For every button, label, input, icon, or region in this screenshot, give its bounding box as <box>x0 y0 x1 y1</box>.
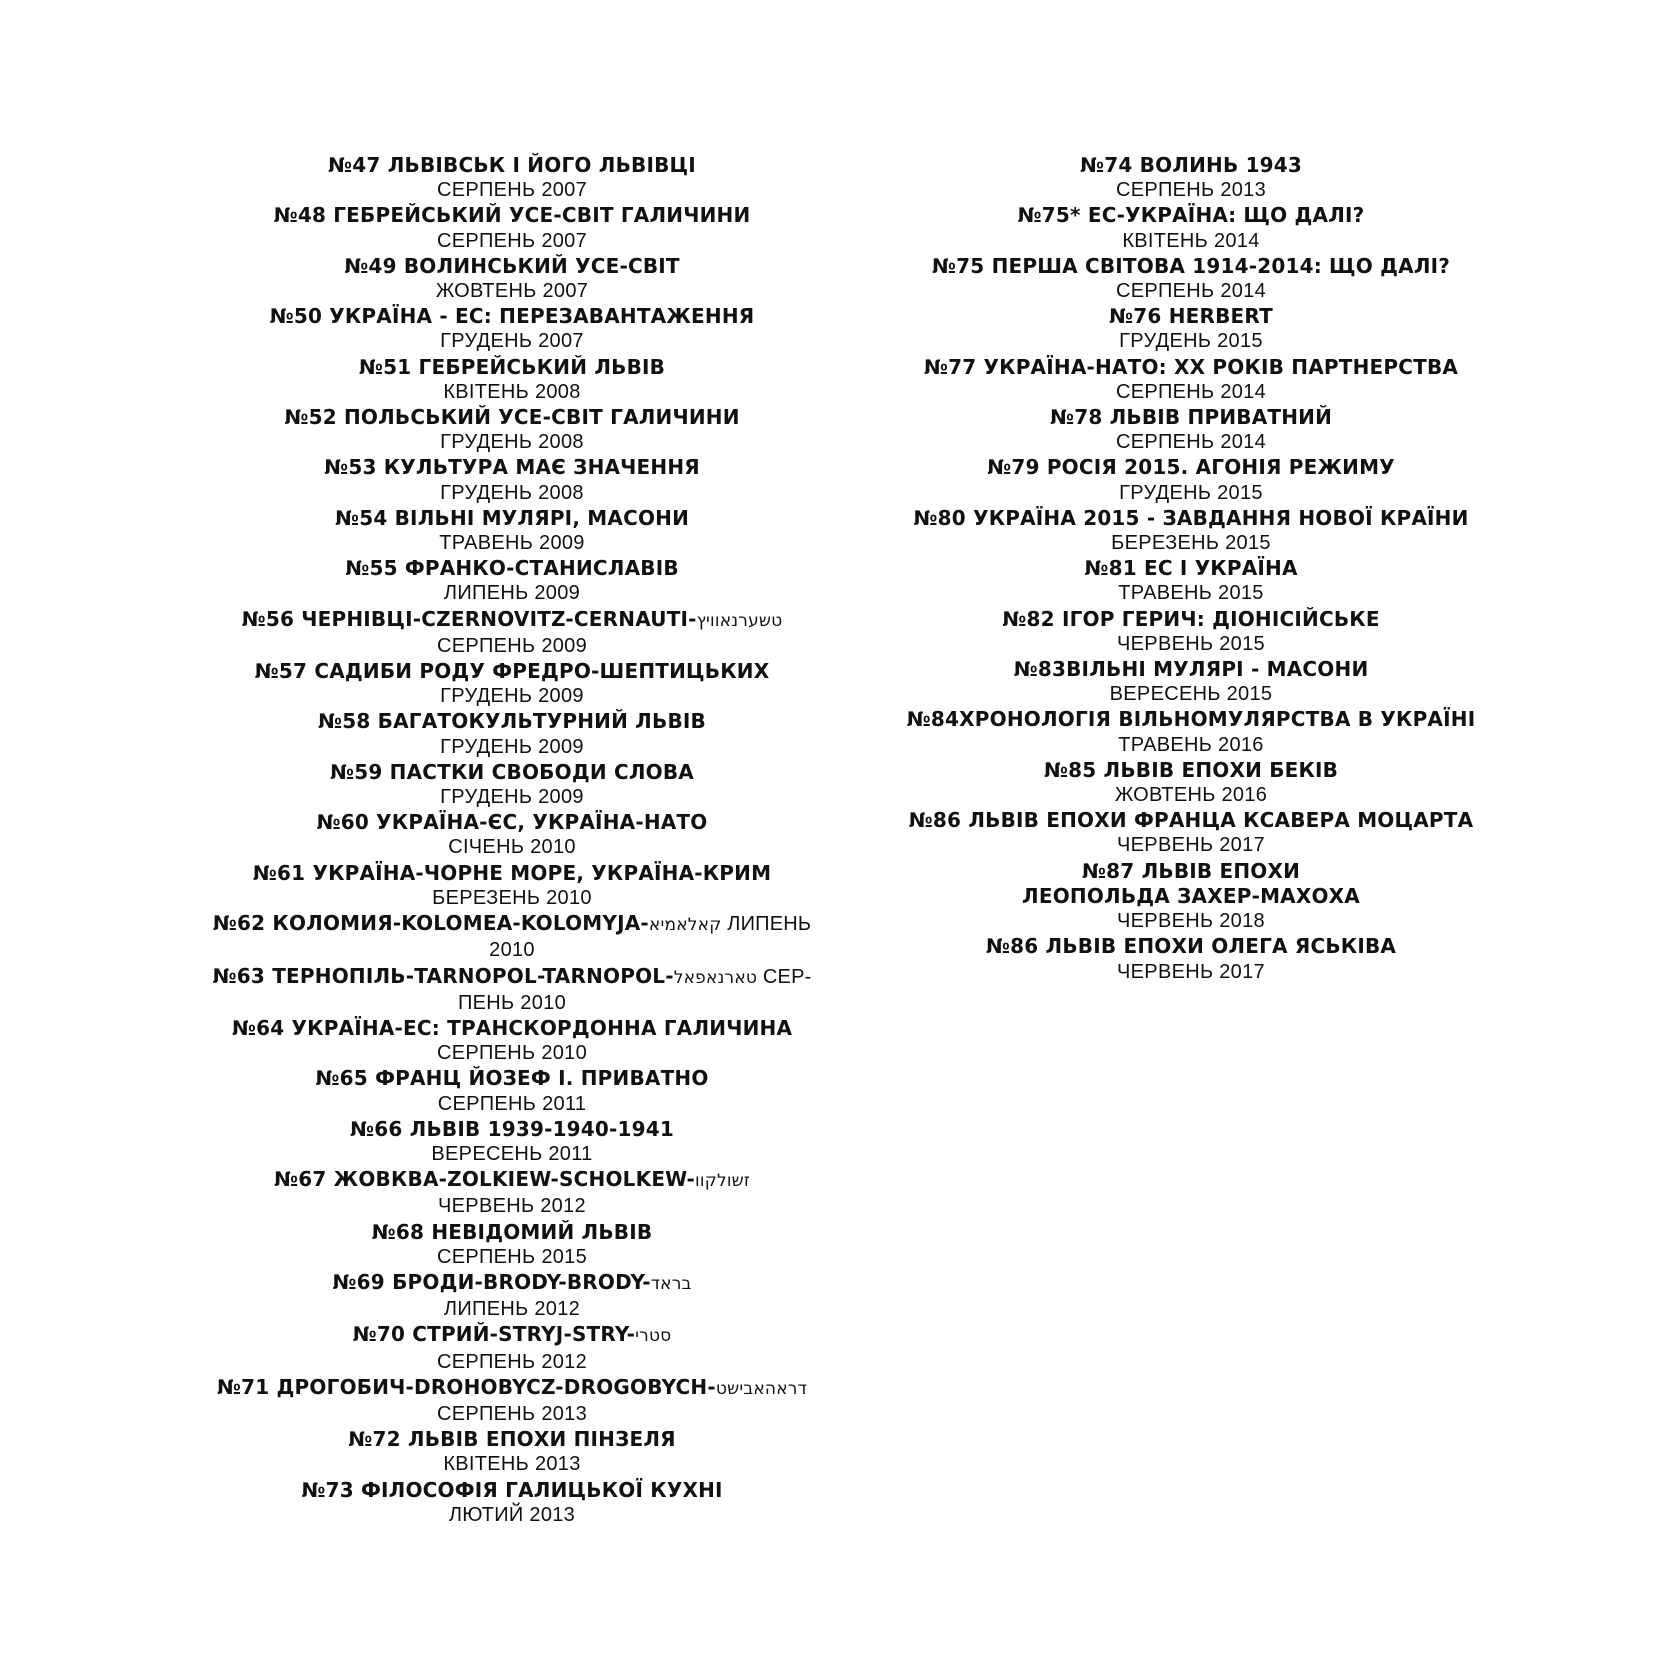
issue-title <box>186 1066 838 1091</box>
issue-title-text: №74 ВОЛИНЬ 1943 <box>1079 153 1303 177</box>
issue-title-text: №69 БРОДИ-BRODY-BRODY- <box>332 1269 651 1294</box>
issue-date: ГРУДЕНЬ 2009 <box>440 685 584 708</box>
issue-date: СЕРПЕНЬ 2011 <box>437 1092 587 1115</box>
issue-title <box>186 153 838 178</box>
issue-date: СЕРПЕНЬ 2013 <box>436 1402 588 1425</box>
issue-title-text: №65 ФРАНЦ ЙОЗЕФ І. ПРИВАТНО <box>315 1066 709 1091</box>
issue-title <box>186 1375 838 1402</box>
issue-title-text: №75 ПЕРША СВІТОВА 1914-2014: ЩО ДАЛІ? <box>931 253 1451 278</box>
issue-entry <box>186 760 838 810</box>
issue-title-text: №71 ДРОГОБИЧ-DROHOBYCZ-DROGOBYCH- <box>216 1374 716 1399</box>
issue-entry <box>186 455 838 505</box>
issue-title-text: №62 КОЛОМИЯ-KOLOMEA-KOLOMYJA- <box>212 911 649 936</box>
issue-title <box>186 506 838 531</box>
issue-title <box>870 707 1512 732</box>
issue-entry <box>870 153 1512 203</box>
issue-title-text: №58 БАГАТОКУЛЬТУРНИЙ ЛЬВІВ <box>318 709 706 734</box>
issue-entry <box>186 304 838 354</box>
issue-title-text: №78 ЛЬВІВ ПРИВАТНИЙ <box>1049 405 1333 430</box>
issue-entry <box>186 964 838 1016</box>
issue-entry <box>186 607 838 659</box>
issue-title-text: №50 УКРАЇНА - ЕС: ПЕРЕЗАВАНТАЖЕННЯ <box>269 304 755 329</box>
issue-entry <box>186 1167 838 1219</box>
issue-entry <box>186 506 838 556</box>
issue-entry <box>186 1478 838 1528</box>
issue-entry <box>186 405 838 455</box>
issue-date: ГРУДЕНЬ 2008 <box>440 481 584 504</box>
issue-date: СЕРПЕНЬ 2007 <box>436 179 588 202</box>
issue-entry <box>186 355 838 405</box>
issue-title <box>186 1322 838 1349</box>
issue-title <box>870 556 1512 581</box>
issue-title-text: №75* ЕС-УКРАЇНА: ЩО ДАЛІ? <box>1017 203 1365 228</box>
issue-title-text: №83ВІЛЬНІ МУЛЯРІ - МАСОНИ <box>1013 657 1369 682</box>
issue-title <box>186 1270 838 1297</box>
issue-title <box>186 405 838 430</box>
yiddish-name: סטרי <box>635 1326 672 1347</box>
issue-entry <box>870 304 1512 354</box>
issue-title-text: №67 ЖОВКВА-ZOLKIEW-SCHOLKEW- <box>273 1167 696 1192</box>
issue-title <box>870 808 1512 833</box>
issue-title-text: №56 ЧЕРНІВЦІ-CZERNOVITZ-CERNAUTI- <box>241 606 697 631</box>
issue-title-text: №80 УКРАЇНА 2015 - ЗАВДАННЯ НОВОЇ КРАЇНИ <box>913 505 1469 530</box>
issues-list-left <box>186 153 838 1528</box>
issue-title-text: №73 ФІЛОСОФІЯ ГАЛИЦЬКОЇ КУХНІ <box>301 1477 723 1502</box>
yiddish-name: זשולקוו <box>695 1171 750 1192</box>
issue-title <box>186 810 838 835</box>
issue-date: ПЕНЬ 2010 <box>457 991 567 1014</box>
issue-entry <box>186 1270 838 1322</box>
issue-date: КВІТЕНЬ 2014 <box>1122 229 1260 252</box>
issue-title <box>870 254 1512 279</box>
issue-date: СЕРПЕНЬ 2009 <box>436 634 588 657</box>
issue-title-continued: ЛЕОПОЛЬДА ЗАХЕР-МАХОХА <box>1022 883 1360 908</box>
issue-entry <box>870 934 1512 984</box>
yiddish-name: טארנאפאל <box>673 967 758 988</box>
issue-title-text: №60 УКРАЇНА-ЄС, УКРАЇНА-НАТО <box>316 810 708 835</box>
issue-date: ЧЕРВЕНЬ 2015 <box>1117 632 1265 655</box>
issue-date: СЕРПЕНЬ 2007 <box>436 229 588 252</box>
issue-date: ЖОВТЕНЬ 2016 <box>1114 784 1268 807</box>
issue-date-part: ЛИПЕНЬ <box>721 913 812 936</box>
issue-title <box>186 455 838 480</box>
issue-title-text: №59 ПАСТКИ СВОБОДИ СЛОВА <box>330 759 694 784</box>
yiddish-name: קאלאמיא <box>648 915 722 936</box>
issue-title-text: №63 ТЕРНОПІЛЬ-TARNOPOL-TARNOPOL- <box>212 963 674 988</box>
issue-title <box>186 203 838 228</box>
issue-title-text: №66 ЛЬВІВ 1939-1940-1941 <box>350 1116 674 1141</box>
issue-entry <box>186 203 838 253</box>
issue-date: СЕРПЕНЬ 2014 <box>1115 431 1267 454</box>
issue-date: ВЕРЕСЕНЬ 2015 <box>1109 683 1273 706</box>
issue-entry <box>870 355 1512 405</box>
issue-entry <box>186 861 838 911</box>
issue-title-text: №86 ЛЬВІВ ЕПОХИ ФРАНЦА КСАВЕРА МОЦАРТА <box>908 808 1474 833</box>
issue-entry <box>870 506 1512 556</box>
issue-date: ГРУДЕНЬ 2008 <box>440 431 584 454</box>
issue-title-text: №85 ЛЬВІВ ЕПОХИ БЕКІВ <box>1043 757 1339 782</box>
issue-title <box>186 607 838 634</box>
issue-title <box>870 355 1512 380</box>
issue-entry <box>186 1427 838 1477</box>
issue-title-text: №53 КУЛЬТУРА МАЄ ЗНАЧЕННЯ <box>324 455 700 480</box>
issue-entry <box>870 707 1512 757</box>
issue-title-text: №54 ВІЛЬНІ МУЛЯРІ, МАСОНИ <box>334 505 690 530</box>
issue-title <box>186 709 838 734</box>
issue-entry <box>186 1016 838 1066</box>
issue-date: ЛЮТИЙ 2013 <box>448 1503 576 1526</box>
issue-title <box>870 657 1512 682</box>
issue-title <box>186 1427 838 1452</box>
issue-title <box>186 1016 838 1041</box>
issue-date: КВІТЕНЬ 2013 <box>443 1453 581 1476</box>
issue-entry <box>186 709 838 759</box>
issue-title-text: №84ХРОНОЛОГІЯ ВІЛЬНОМУЛЯРСТВА В УКРАЇНІ <box>906 707 1476 732</box>
issue-date: ЧЕРВЕНЬ 2018 <box>1117 910 1265 933</box>
issue-title <box>186 861 838 886</box>
issue-date: СЕРПЕНЬ 2014 <box>1115 380 1267 403</box>
issue-date: СЕРПЕНЬ 2015 <box>436 1245 588 1268</box>
yiddish-name: בראד <box>650 1273 692 1294</box>
issue-entry <box>870 657 1512 707</box>
issue-date: СІЧЕНЬ 2010 <box>448 836 576 859</box>
issue-title <box>186 304 838 329</box>
issue-entry <box>870 758 1512 808</box>
issue-entry <box>870 405 1512 455</box>
issue-title-text: №79 РОСІЯ 2015. АГОНІЯ РЕЖИМУ <box>987 455 1395 480</box>
yiddish-name: טשערנאוויץ <box>696 610 783 631</box>
issue-title <box>870 859 1512 884</box>
issue-entry <box>186 254 838 304</box>
issue-date: ЛИПЕНЬ 2009 <box>443 582 581 605</box>
issue-date: 2010 <box>489 939 535 962</box>
issue-date-part: СЕР- <box>757 965 812 988</box>
issue-entry <box>870 203 1512 253</box>
issue-date: ГРУДЕНЬ 2009 <box>440 786 584 809</box>
issue-date: БЕРЕЗЕНЬ 2015 <box>1111 532 1271 555</box>
issue-title <box>186 911 838 938</box>
issue-title-text: №82 ІГОР ГЕРИЧ: ДІОНІСІЙСЬКЕ <box>1002 606 1380 631</box>
issue-entry <box>186 1220 838 1270</box>
issue-title-text: №48 ГЕБРЕЙСЬКИЙ УСЕ-СВІТ ГАЛИЧИНИ <box>273 203 751 228</box>
issue-entry <box>186 659 838 709</box>
issue-entry <box>870 808 1512 858</box>
issue-date: ЧЕРВЕНЬ 2017 <box>1117 834 1265 857</box>
issue-title-text: №86 ЛЬВІВ ЕПОХИ ОЛЕГА ЯСЬКІВА <box>985 934 1397 959</box>
issue-date: СЕРПЕНЬ 2012 <box>436 1350 588 1373</box>
issue-title <box>186 556 838 581</box>
issue-date: ЖОВТЕНЬ 2007 <box>435 280 589 303</box>
issue-title-text: №68 НЕВІДОМИЙ ЛЬВІВ <box>371 1219 653 1244</box>
issue-title <box>870 758 1512 783</box>
issue-title-text: №76 HERBERT <box>1109 304 1273 329</box>
issue-date: ГРУДЕНЬ 2015 <box>1119 481 1263 504</box>
issue-title-text: №72 ЛЬВІВ ЕПОХИ ПІНЗЕЛЯ <box>348 1427 676 1452</box>
issue-title <box>186 355 838 380</box>
issue-entry <box>870 455 1512 505</box>
yiddish-name: דראהאבישט <box>715 1378 808 1399</box>
issue-date: ТРАВЕНЬ 2016 <box>1118 733 1264 756</box>
issue-title-text: №87 ЛЬВІВ ЕПОХИ <box>1081 858 1301 883</box>
issue-title <box>186 964 838 991</box>
issue-title <box>186 659 838 684</box>
issue-title <box>186 1478 838 1503</box>
issue-title <box>186 1117 838 1142</box>
issue-title <box>870 934 1512 959</box>
issue-title-text: №61 УКРАЇНА-ЧОРНЕ МОРЕ, УКРАЇНА-КРИМ <box>252 860 772 885</box>
issue-entry <box>186 153 838 203</box>
issue-date: ЛИПЕНЬ 2012 <box>443 1298 581 1321</box>
issue-title-text: №64 УКРАЇНА-ЕС: ТРАНСКОРДОННА ГАЛИЧИНА <box>231 1015 793 1040</box>
issue-title <box>870 455 1512 480</box>
issue-date: КВІТЕНЬ 2008 <box>443 380 581 403</box>
issue-title-text: №81 ЕС І УКРАЇНА <box>1084 556 1298 581</box>
issue-date: СЕРПЕНЬ 2010 <box>436 1042 588 1065</box>
issue-title <box>186 1167 838 1194</box>
issue-title <box>186 760 838 785</box>
issue-entry <box>186 810 838 860</box>
issue-title <box>186 1220 838 1245</box>
issue-title <box>870 607 1512 632</box>
issue-date: ГРУДЕНЬ 2015 <box>1119 330 1263 353</box>
issue-title <box>870 153 1512 178</box>
issue-title-text: №55 ФРАНКО-СТАНИСЛАВІВ <box>345 556 679 581</box>
issue-title <box>186 254 838 279</box>
issue-title <box>870 405 1512 430</box>
issue-title <box>870 203 1512 228</box>
issue-entry <box>870 859 1512 935</box>
issue-entry <box>870 556 1512 606</box>
issue-title-text: №77 УКРАЇНА-НАТО: ХХ РОКІВ ПАРТНЕРСТВА <box>923 354 1459 379</box>
issue-date: ВЕРЕСЕНЬ 2011 <box>431 1142 593 1165</box>
issue-date: ЧЕРВЕНЬ 2012 <box>438 1195 586 1218</box>
issue-title-text: №52 ПОЛЬСЬКИЙ УСЕ-СВІТ ГАЛИЧИНИ <box>284 405 740 430</box>
issue-date: ГРУДЕНЬ 2007 <box>440 330 584 353</box>
issue-title-text: №57 САДИБИ РОДУ ФРЕДРО-ШЕПТИЦЬКИХ <box>254 659 770 684</box>
issue-date: БЕРЕЗЕНЬ 2010 <box>432 886 592 909</box>
issue-entry <box>186 911 838 963</box>
issue-date: СЕРПЕНЬ 2014 <box>1115 280 1267 303</box>
issue-title-text: №47 ЛЬВІВСЬК І ЙОГО ЛЬВІВЦІ <box>328 153 696 177</box>
issue-title-text: №70 СТРИЙ-STRYJ-STRY- <box>352 1322 636 1347</box>
issue-entry <box>186 1117 838 1167</box>
issue-title-text: №49 ВОЛИНСЬКИЙ УСЕ-СВІТ <box>344 253 680 278</box>
issue-entry <box>186 1375 838 1427</box>
issue-title-text: №51 ГЕБРЕЙСЬКИЙ ЛЬВІВ <box>358 354 666 379</box>
issue-entry <box>186 1066 838 1116</box>
issue-date: ТРАВЕНЬ 2015 <box>1118 582 1264 605</box>
issue-entry <box>870 254 1512 304</box>
issue-date: ГРУДЕНЬ 2009 <box>440 735 584 758</box>
issue-date: ТРАВЕНЬ 2009 <box>439 532 585 555</box>
issues-list-right <box>870 153 1512 985</box>
issue-title <box>870 506 1512 531</box>
issue-entry <box>186 556 838 606</box>
issue-entry <box>186 1322 838 1374</box>
issue-entry <box>870 607 1512 657</box>
issue-date: СЕРПЕНЬ 2013 <box>1115 179 1267 202</box>
issue-date: ЧЕРВЕНЬ 2017 <box>1117 960 1265 983</box>
issue-title <box>870 304 1512 329</box>
